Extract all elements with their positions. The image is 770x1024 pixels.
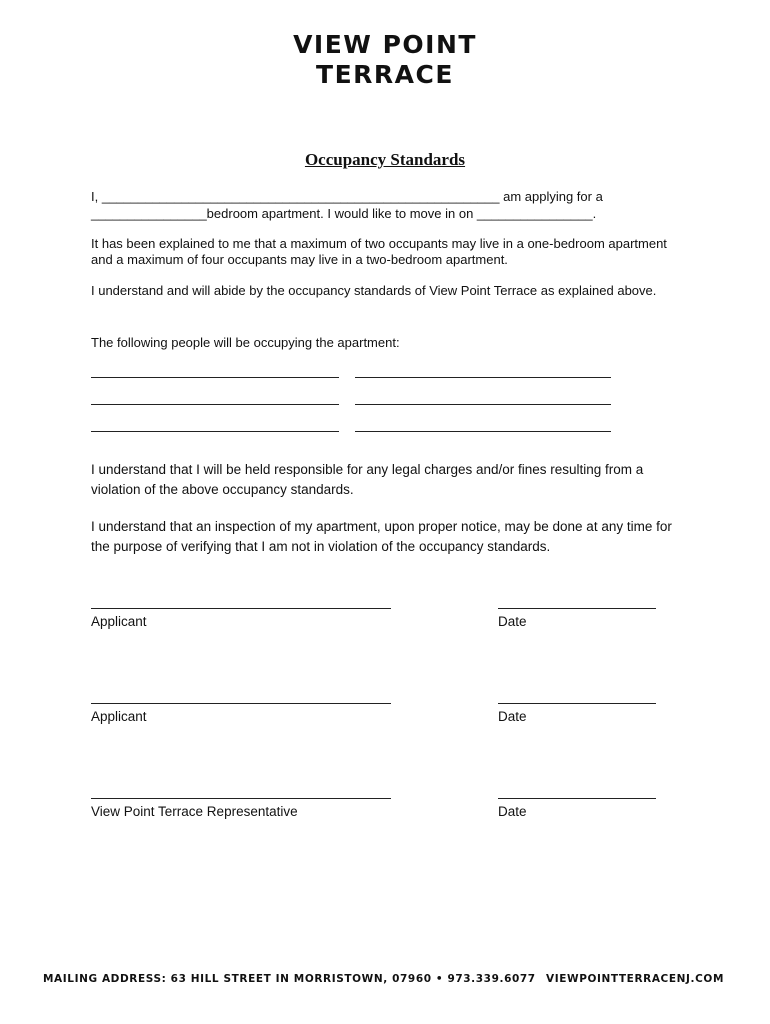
- paragraph-occupants-intro: The following people will be occupying the apartment:: [91, 335, 400, 350]
- occupant-name-line[interactable]: [355, 377, 611, 378]
- signature-label: Applicant: [91, 709, 147, 724]
- document-title: Occupancy Standards: [304, 150, 466, 169]
- date-label: Date: [498, 804, 527, 819]
- occupant-name-line[interactable]: [355, 431, 611, 432]
- occupant-name-line[interactable]: [91, 431, 339, 432]
- paragraph-responsibility: I understand that I will be held responsible for any legal charges and/or fines resulting from a violation of the above occupancy standards.: [91, 462, 644, 497]
- logo-line-1: VIEW POINT: [293, 30, 477, 59]
- date-line[interactable]: [498, 703, 656, 704]
- paragraph-occupant-limits: It has been explained to me that a maximum of two occupants may live in a one-bedroom apartment and a maximum of four occupants may live in a two-bedroom apartment.: [91, 236, 667, 267]
- signature-line[interactable]: [91, 798, 391, 799]
- signature-label: View Point Terrace Representative: [91, 804, 298, 819]
- paragraph-inspection: I understand that an inspection of my apartment, upon proper notice, may be done at any time for the purpose of verifying that I am not in violation of the occupancy standards.: [91, 519, 672, 554]
- paragraph-abide: I understand and will abide by the occupancy standards of View Point Terrace as explained above.: [91, 283, 657, 298]
- occupant-name-line[interactable]: [91, 377, 339, 378]
- date-line[interactable]: [498, 798, 656, 799]
- footer-website: VIEWPOINTTERRACENJ.COM: [546, 973, 724, 985]
- footer-address: MAILING ADDRESS: 63 HILL STREET IN MORRISTOWN, 07960 • 973.339.6077: [43, 973, 536, 985]
- occupant-name-line[interactable]: [91, 404, 339, 405]
- date-line[interactable]: [498, 608, 656, 609]
- logo-line-2: TERRACE: [316, 60, 454, 89]
- signature-label: Applicant: [91, 614, 147, 629]
- applicant-line-1: I, _______________________________________________________ am applying for a: [91, 189, 603, 204]
- signature-line[interactable]: [91, 608, 391, 609]
- date-label: Date: [498, 709, 527, 724]
- date-label: Date: [498, 614, 527, 629]
- signature-line[interactable]: [91, 703, 391, 704]
- occupant-name-line[interactable]: [355, 404, 611, 405]
- applicant-line-2: ________________bedroom apartment. I would like to move in on ________________.: [91, 206, 597, 221]
